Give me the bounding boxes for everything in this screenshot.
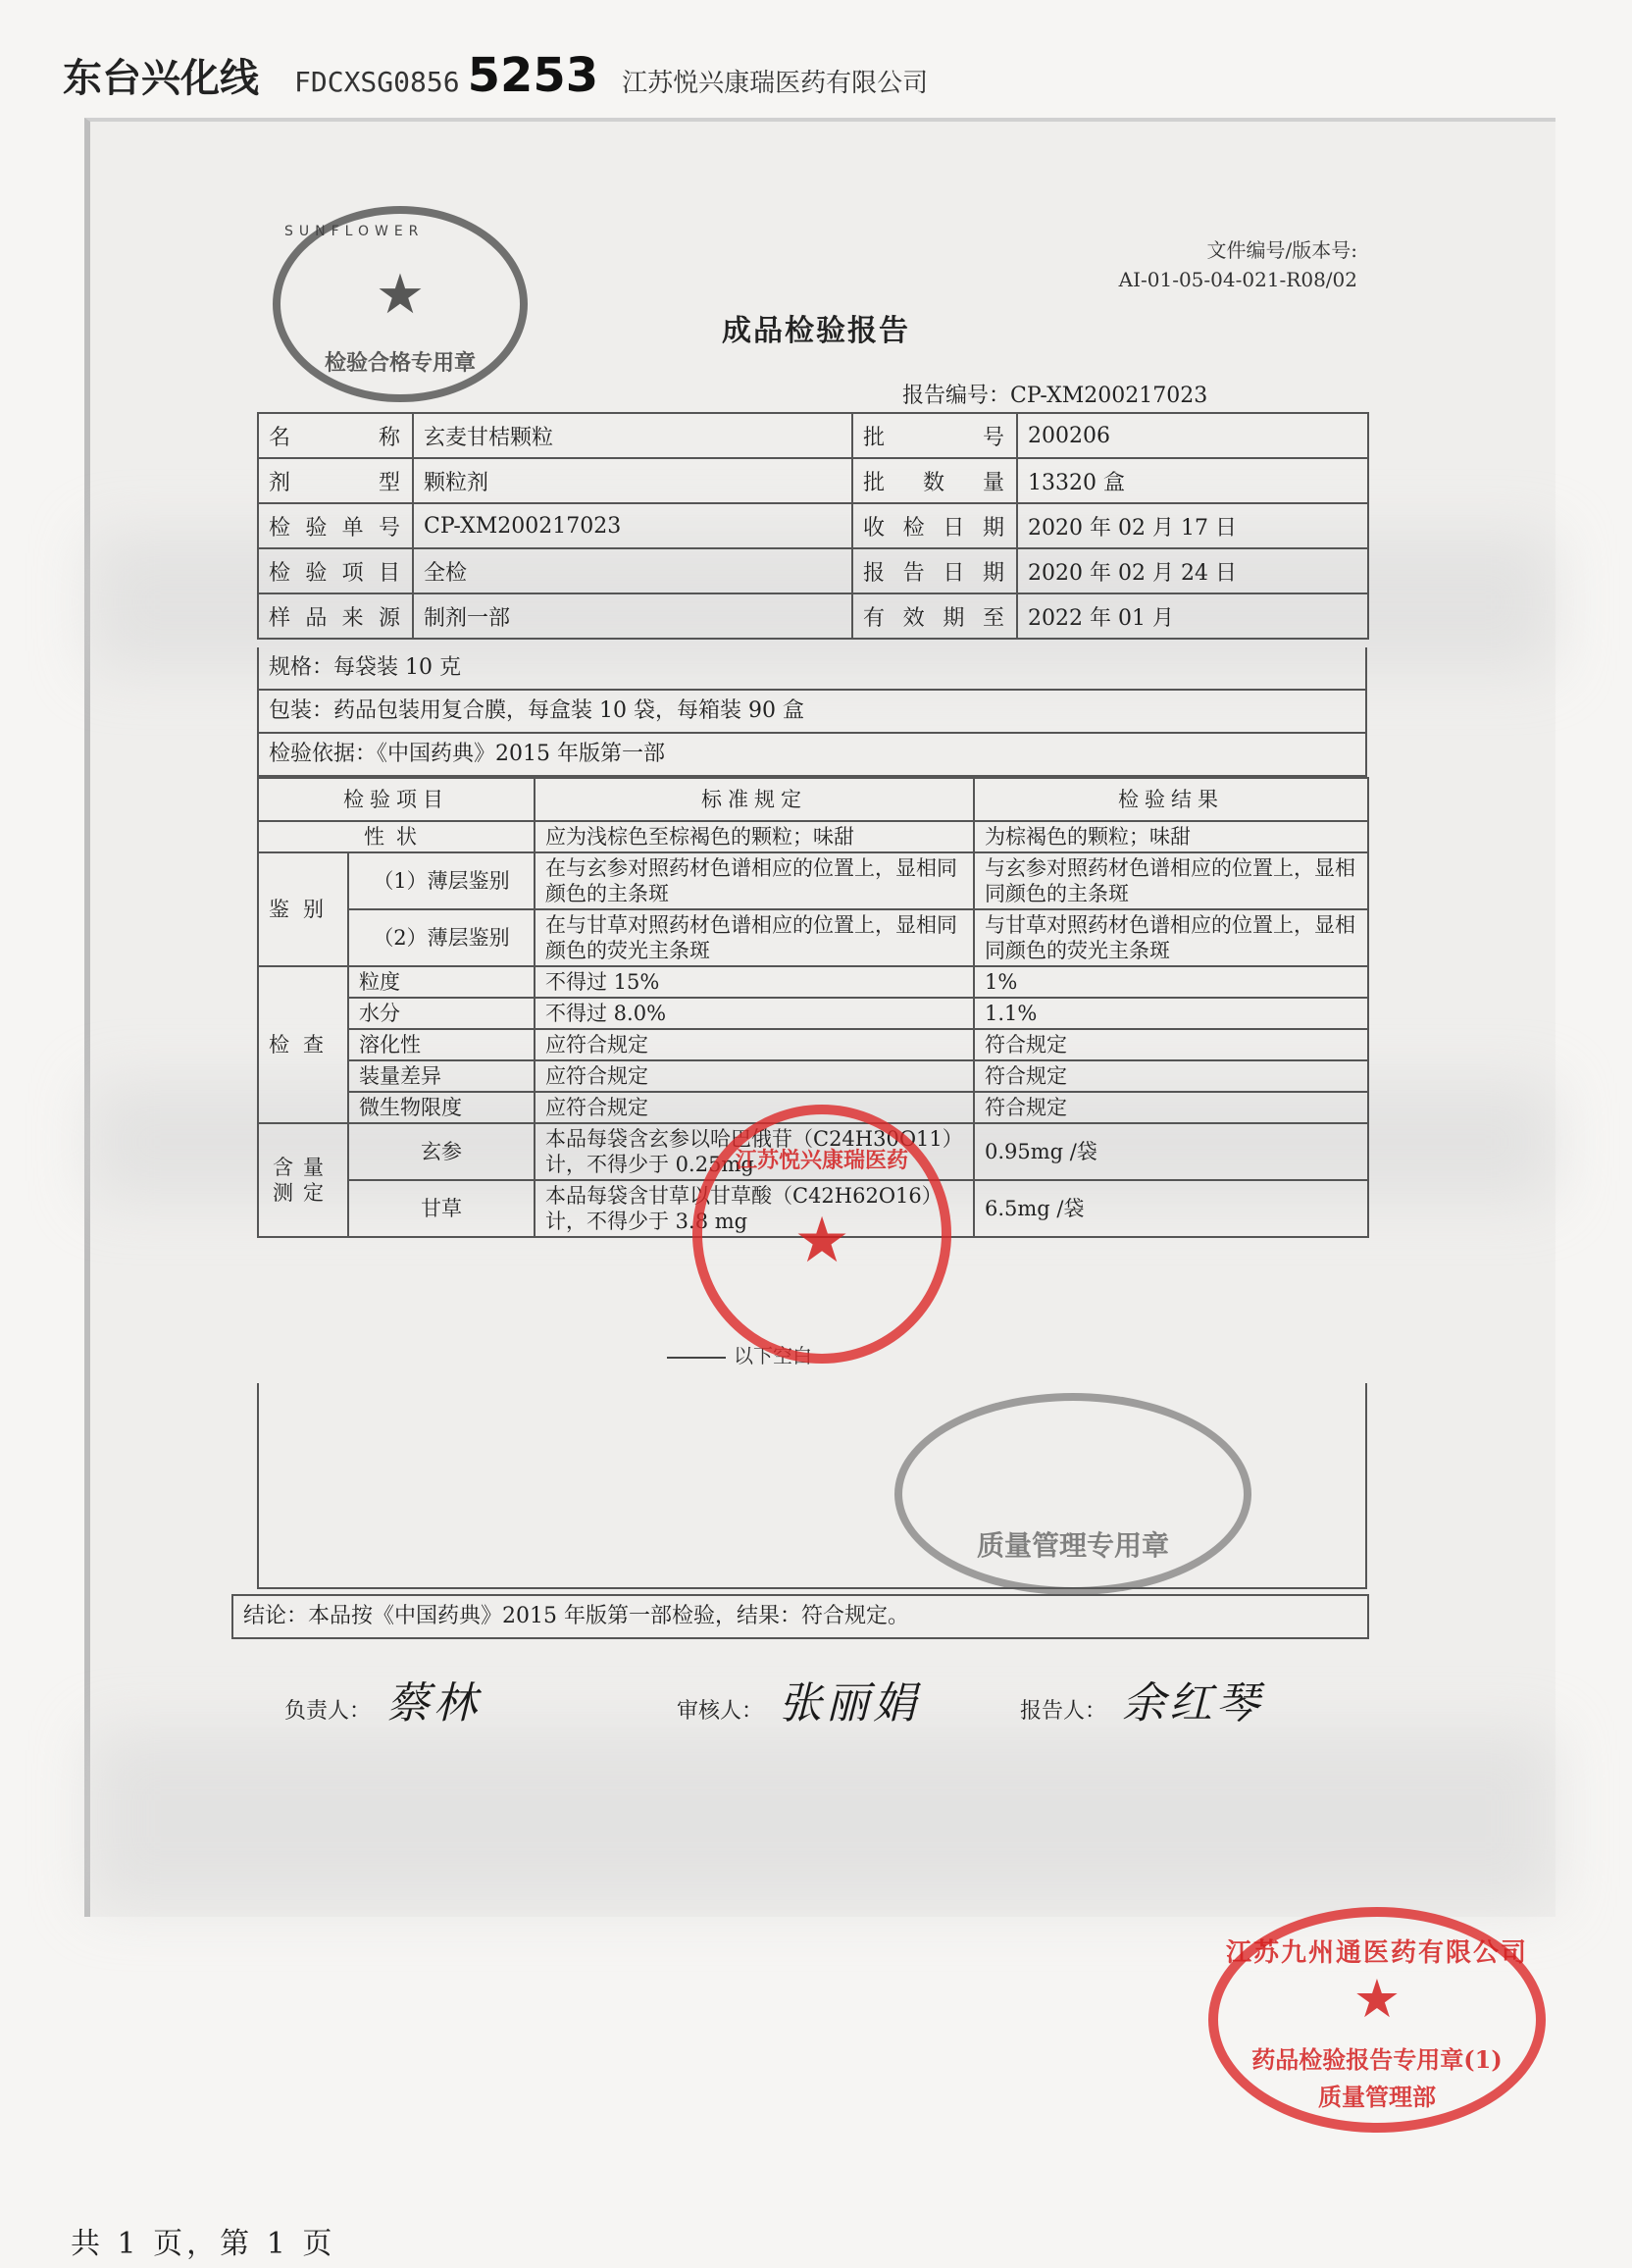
label-qty: 批数量 (852, 458, 1017, 503)
responsible-label: 负责人： (284, 1699, 372, 1724)
check-result: 符合规定 (974, 1029, 1368, 1060)
value-source: 制剂一部 (413, 593, 852, 639)
jiuzhoutong-seal-arc: 江苏九州通医药有限公司 (1225, 1938, 1528, 1968)
label-item: 检验项目 (258, 548, 413, 593)
star-icon: ★ (1352, 1968, 1402, 2030)
packaging-row: 包装：药品包装用复合膜，每盒装 10 袋，每箱装 90 盒 (257, 691, 1367, 734)
quality-management-seal (894, 1393, 1251, 1595)
value-recv-date: 2020 年 02 月 17 日 (1017, 503, 1368, 548)
label-source: 样品来源 (258, 593, 413, 639)
assay-std: 本品每袋含甘草以甘草酸（C42H62O16）计，不得少于 3.8 mg (535, 1180, 974, 1237)
signature-responsible (284, 1668, 481, 1730)
ident-result: 与玄参对照药材色谱相应的位置上，显相同颜色的主条斑 (974, 852, 1368, 909)
check-std: 不得过 8.0% (535, 998, 974, 1029)
traits-std: 应为浅棕色至棕褐色的颗粒；味甜 (535, 821, 974, 852)
table-row (258, 998, 1368, 1029)
table-row (258, 909, 1368, 966)
value-name: 玄麦甘桔颗粒 (413, 413, 852, 458)
label-expiry: 有效期至 (852, 593, 1017, 639)
assay-result: 0.95mg /袋 (974, 1123, 1368, 1180)
table-row (258, 852, 1368, 909)
check-result: 符合规定 (974, 1092, 1368, 1123)
page-title: 成品检验报告 (722, 314, 910, 348)
reporter-label: 报告人： (1020, 1699, 1107, 1724)
jiuzhoutong-seal (1208, 1907, 1546, 2133)
check-name: 溶化性 (348, 1029, 535, 1060)
company-red-seal (692, 1105, 951, 1364)
route-number: 5253 (467, 48, 599, 103)
header-standard: 标准规定 (535, 778, 974, 821)
route-title: 东台兴化线 (63, 56, 259, 101)
label-form: 剂型 (258, 458, 413, 503)
assay-name: 玄参 (348, 1123, 535, 1180)
jiuzhoutong-seal-line1: 药品检验报告专用章(1) (1251, 2045, 1503, 2074)
assay-result: 6.5mg /袋 (974, 1180, 1368, 1237)
document-id-label: 文件编号/版本号: (1206, 238, 1357, 262)
header-item: 检验项目 (258, 778, 535, 821)
check-std: 应符合规定 (535, 1092, 974, 1123)
quality-management-seal-text: 质量管理专用章 (976, 1529, 1169, 1562)
value-qty: 13320 盒 (1017, 458, 1368, 503)
check-result: 1% (974, 966, 1368, 998)
check-name: 水分 (348, 998, 535, 1029)
value-expiry: 2022 年 01 月 (1017, 593, 1368, 639)
label-recv-date: 收检日期 (852, 503, 1017, 548)
star-icon: ★ (793, 1205, 850, 1277)
value-report-date: 2020 年 02 月 24 日 (1017, 548, 1368, 593)
check-name: 装量差异 (348, 1060, 535, 1092)
check-std: 应符合规定 (535, 1060, 974, 1092)
page-footer: 共 1 页，第 1 页 (71, 2227, 336, 2261)
header-line (63, 47, 928, 103)
sunflower-logo: SUNFLOWER (284, 224, 425, 239)
value-item: 全检 (413, 548, 852, 593)
signature-reporter (1020, 1668, 1263, 1730)
reviewer-label: 审核人： (677, 1699, 764, 1724)
table-row (258, 1029, 1368, 1060)
table-row (258, 1060, 1368, 1092)
qc-pass-seal-text: 检验合格专用章 (324, 350, 476, 376)
ident-name: （1）薄层鉴别 (348, 852, 535, 909)
table-row (258, 821, 1368, 852)
document-id-value: AI-01-05-04-021-R08/02 (1118, 268, 1357, 291)
check-category: 检查 (258, 966, 348, 1123)
spec-row: 规格：每袋装 10 克 (257, 647, 1367, 691)
reporter-signature: 余红琴 (1122, 1678, 1264, 1728)
check-name: 微生物限度 (348, 1092, 535, 1123)
check-result: 1.1% (974, 998, 1368, 1029)
reviewer-signature: 张丽娟 (779, 1678, 921, 1728)
ident-std: 在与玄参对照药材色谱相应的位置上，显相同颜色的主条斑 (535, 852, 974, 909)
label-inspect-no: 检验单号 (258, 503, 413, 548)
label-report-date: 报告日期 (852, 548, 1017, 593)
value-inspect-no: CP-XM200217023 (413, 503, 852, 548)
traits-result: 为棕褐色的颗粒；味甜 (974, 821, 1368, 852)
document-id (1119, 235, 1357, 294)
value-form: 颗粒剂 (413, 458, 852, 503)
conclusion: 结论：本品按《中国药典》2015 年版第一部检验，结果：符合规定。 (231, 1594, 1369, 1639)
basis-row: 检验依据：《中国药典》2015 年版第一部 (257, 734, 1367, 777)
ident-std: 在与甘草对照药材色谱相应的位置上，显相同颜色的荧光主条斑 (535, 909, 974, 966)
check-std: 不得过 15% (535, 966, 974, 998)
check-name: 粒度 (348, 966, 535, 998)
ident-category: 鉴别 (258, 852, 348, 966)
company-red-seal-text: 江苏悦兴康瑞医药 (735, 1148, 908, 1173)
responsible-signature: 蔡林 (386, 1678, 482, 1728)
traits-name: 性状 (258, 821, 535, 852)
label-batch: 批号 (852, 413, 1017, 458)
assay-category: 含量测定 (258, 1123, 348, 1237)
header-result: 检验结果 (974, 778, 1368, 821)
jiuzhoutong-seal-line2: 质量管理部 (1318, 2083, 1436, 2111)
check-result: 符合规定 (974, 1060, 1368, 1092)
table-row (258, 966, 1368, 998)
ident-name: （2）薄层鉴别 (348, 909, 535, 966)
ident-result: 与甘草对照药材色谱相应的位置上，显相同颜色的荧光主条斑 (974, 909, 1368, 966)
check-std: 应符合规定 (535, 1029, 974, 1060)
value-batch: 200206 (1017, 413, 1368, 458)
assay-name: 甘草 (348, 1180, 535, 1237)
assay-std: 本品每袋含玄参以哈巴俄苷（C24H30O11）计，不得少于 0.25mg (535, 1123, 974, 1180)
star-icon: ★ (375, 263, 426, 327)
route-code: FDCXSG0856 (294, 66, 460, 98)
header-company: 江苏悦兴康瑞医药有限公司 (622, 69, 929, 98)
label-name: 名称 (258, 413, 413, 458)
signature-reviewer (677, 1668, 920, 1730)
report-number: 报告编号：CP-XM200217023 (902, 384, 1208, 408)
blank-note: 以下空白 (667, 1340, 812, 1368)
info-table (257, 412, 1369, 640)
